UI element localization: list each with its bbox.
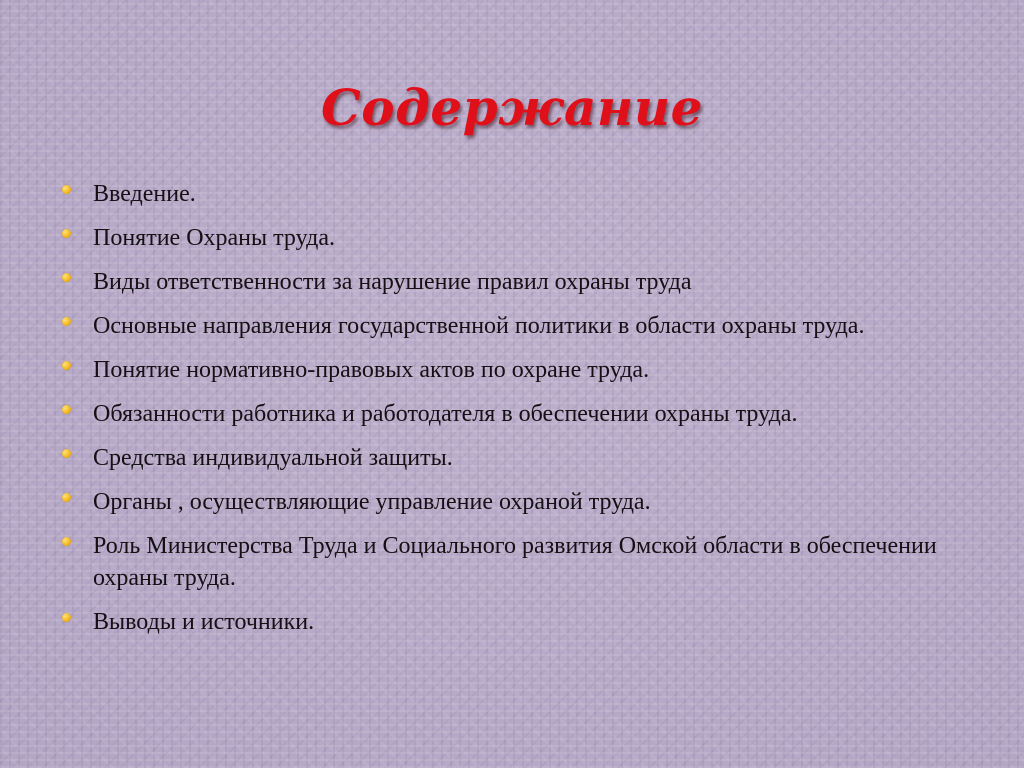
bullet-icon [62,537,71,546]
slide-title: Содержание [321,78,703,137]
toc-item-text: Выводы и источники. [93,609,315,635]
bullet-icon [62,185,71,194]
toc-item [58,606,958,638]
toc-item-text: Роль Министерства Труда и Социального развития Омской области в обеспечении охраны труда. [93,533,937,591]
toc-item-text: Понятие нормативно-правовых актов по охране труда. [93,357,650,383]
toc-item [58,178,958,210]
toc-item-text: Понятие Охраны труда. [93,225,335,251]
table-of-contents [58,178,958,650]
toc-item [58,310,958,342]
toc-item-text: Средства индивидуальной защиты. [93,445,453,471]
toc-item [58,442,958,474]
bullet-icon [62,405,71,414]
toc-item-text: Основные направления государственной политики в области охраны труда. [93,313,865,339]
bullet-icon [62,493,71,502]
toc-item-text: Введение. [93,181,196,207]
bullet-icon [62,613,71,622]
toc-item [58,398,958,430]
toc-item [58,266,958,298]
bullet-icon [62,229,71,238]
bullet-icon [62,449,71,458]
toc-item [58,354,958,386]
toc-item [58,222,958,254]
toc-item-text: Обязанности работника и работодателя в обеспечении охраны труда. [93,401,798,427]
toc-item [58,486,958,518]
bullet-icon [62,317,71,326]
toc-item-text: Виды ответственности за нарушение правил охраны труда [93,269,692,295]
toc-item [58,530,958,594]
toc-item-text: Органы , осуществляющие управление охраной труда. [93,489,651,515]
bullet-icon [62,361,71,370]
bullet-icon [62,273,71,282]
